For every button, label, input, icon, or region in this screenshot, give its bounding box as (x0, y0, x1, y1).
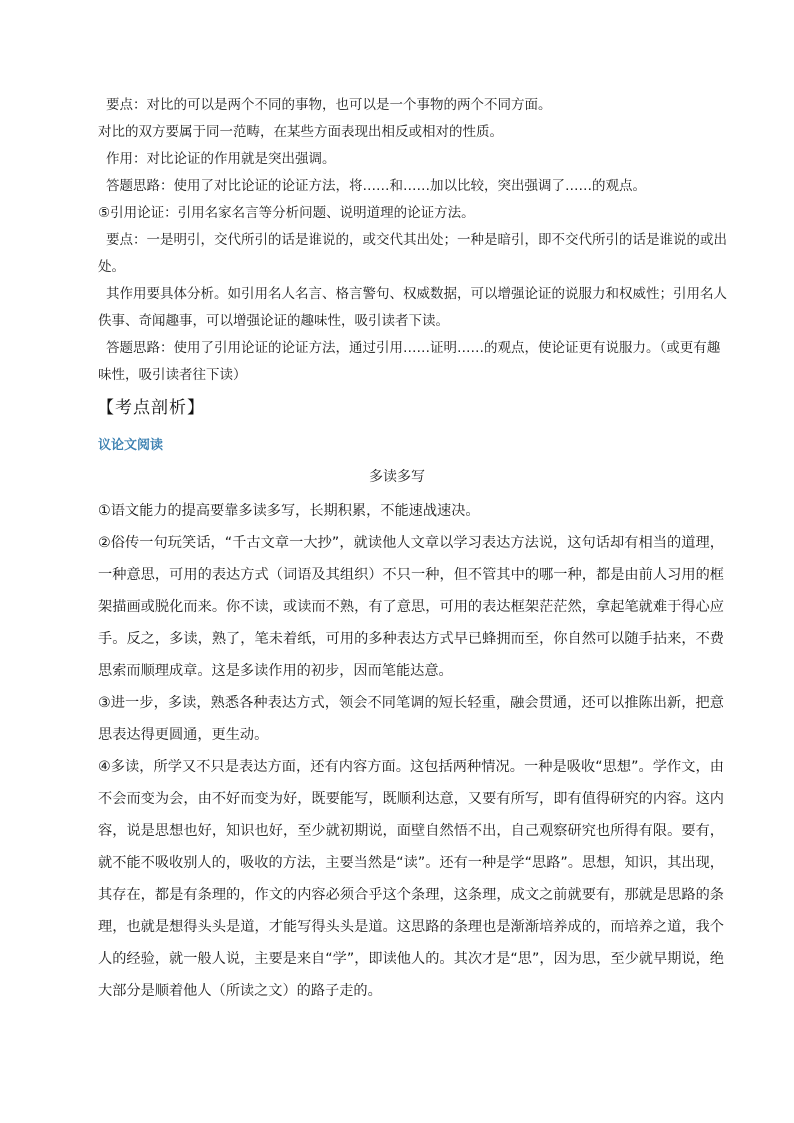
article-body (98, 495, 724, 1007)
article-paragraph-2: ②俗传一句玩笑话，“千古文章一大抄”，就读他人文章以学习表达方法说，这句话却有相当的道理，一种意思，可用的表达方式（词语及其组织）不只一种，但不管其中的哪一种，都是由前人习用的框架描画或脱化而来。你不读，或读而不熟，有了意思，可用的表达框架茫茫然，拿起笔就难于得心应手。反之，多读，熟了，笔未着纸，可用的多种表达方式早已蜂拥而至，你自然可以随手拈来，不费思索而顺理成章。这是多读作用的初步，因而笔能达意。 (98, 535, 724, 679)
sub-heading: 议论文阅读 (98, 438, 164, 453)
article-paragraph-1: ①语文能力的提高要靠多读多写，长期积累，不能速战速决。 (98, 503, 480, 519)
contrast-key-points: 要点：对比的可以是两个不同的事物，也可以是一个事物的两个不同方面。 (106, 97, 552, 113)
citation-answer-approach: 答题思路：使用了引用论证的论证方法，通过引用……证明……的观点，使论证更有说服力。（或更有趣味性，吸引读者往下读） (98, 340, 721, 383)
article-title: 多读多写 (369, 469, 425, 485)
citation-definition: ⑤引用论证：引用名家名言等分析问题、说明道理的论证方法。 (98, 205, 475, 221)
article-paragraph-3: ③进一步，多读，熟悉各种表达方式，领会不同笔调的短长轻重，融会贯通，还可以推陈出新，把意思表达得更圆通，更生动。 (98, 695, 724, 743)
argument-methods-notes (98, 92, 728, 389)
citation-key-points: 要点：一是明引，交代所引的话是谁说的，或交代其出处；一种是暗引，即不交代所引的话是谁说的或出处。 (98, 232, 727, 275)
article-paragraph-4: ④多读，所学又不只是表达方面，还有内容方面。这包括两种情况。一种是吸收“思想”。学作文，由不会而变为会，由不好而变为好，既要能写，既顺利达意，又要有所写，即有值得研究的内容。这内容，说是思想也好，知识也好，至少就初期说，面壁自然悟不出，自己观察研究也所得有限。要有，就不能不吸收别人的，吸收的方法，主要当然是“读”。还有一种是学“思路”。思想，知识，其出现，其存在，都是有条理的，作文的内容必须合乎这个条理，这条理，成文之前就要有，那就是思路的条理，也就是想得头头是道，才能写得头头是道。这思路的条理也是渐渐培养成的，而培养之道，我个人的经验，就一般人说，主要是来自“学”，即读他人的。其次才是“思”，因为思，至少就早期说，绝大部分是顺着他人（所读之文）的路子走的。 (98, 759, 724, 999)
contrast-scope: 对比的双方要属于同一范畴，在某些方面表现出相反或相对的性质。 (98, 124, 503, 140)
contrast-function: 作用：对比论证的作用就是突出强调。 (106, 151, 336, 167)
contrast-answer-approach: 答题思路：使用了对比论证的论证方法，将……和……加以比较，突出强调了……的观点。 (106, 178, 646, 194)
section-title: 【考点剖析】 (97, 398, 205, 418)
citation-function: 其作用要具体分析。如引用名人名言、格言警句、权威数据，可以增强论证的说服力和权威性；引用名人佚事、奇闻趣事，可以增强论证的趣味性，吸引读者下读。 (98, 286, 727, 329)
